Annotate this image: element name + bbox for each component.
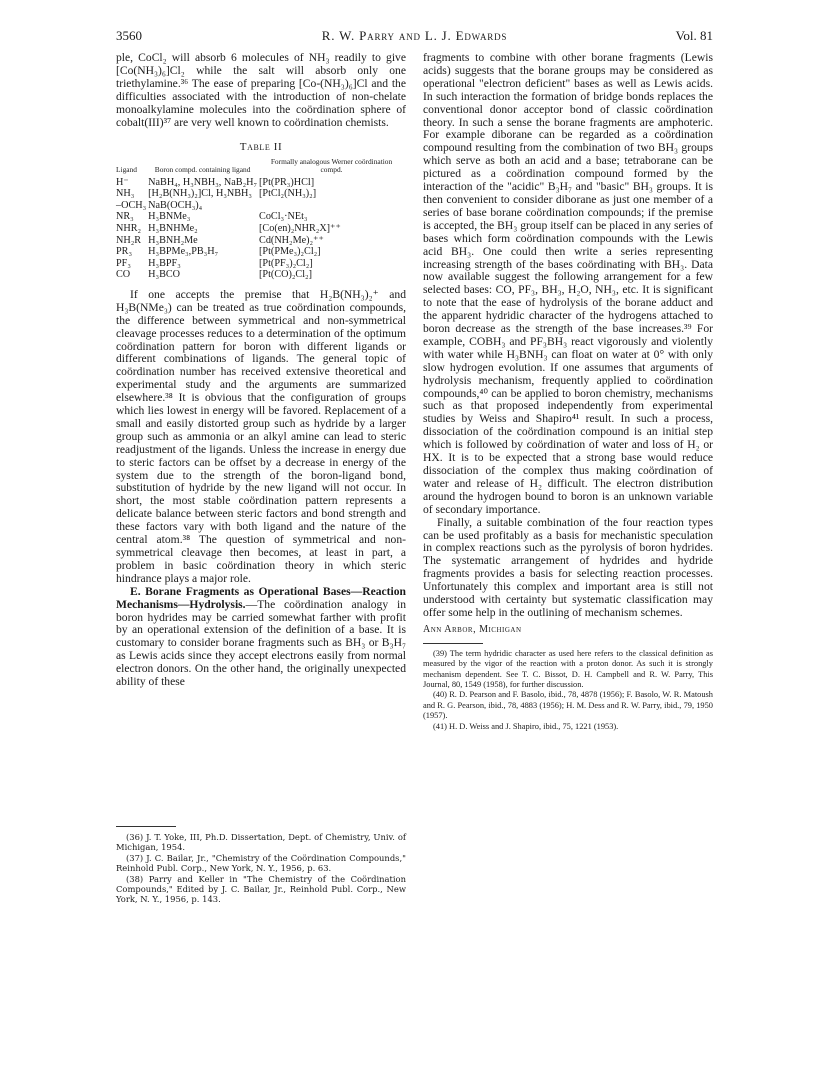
table-cell: NHR₂ bbox=[116, 222, 142, 234]
table-cell: CoCl₃·NEt₃ bbox=[259, 211, 308, 223]
table-cell: [Pt(PR₃)HCl] bbox=[259, 176, 315, 188]
table-cell: H₃BCO bbox=[148, 269, 181, 281]
right-paragraph-1: fragments to combine with other borane fragments (Lewis acids) suggests that the borane groups may be considered as operational "electron deficient" bases as well as Lewis acids. In such interaction the formation of bridge bonds replaces the conventional donor acceptor bond of classic coördination theory. In such a sense the borane fragments are amphoteric. For example diborane can be regarded as a coördination compound resulting from the combination of two BH₃ groups which serve as both an acid and a base; tetraborane can be pictured as a coördination compound formed by the interaction of the "acidic" B₃H₇ and "basic" BH₃ groups. It is then convenient to consider diborane as just one member of a series of base borane coördination compounds; if the premise is accepted, the BH₃ group itself can be placed in any series of bases which form coördination compounds with the Lewis acid BH₃. One could then write a series representing increasing strength of the bases coördinating with BH₃. Data now available suggest the following arrangement for a few selected bases: CO, PF₃, BH₃, H₂O, NH₃, etc. It is significant to note that the ease of hydrolysis of the borane adduct and the apparent hydridic character of the hydrogens attached to boron decrease as the strength of the base increases.³⁹ For example, COBH₃ and PF₃BH₃ react vigorously and violently with water while H₃BNH₃ can float on water at 0° with only slow hydrogen evolution. If one assumes that arguments of hydrolysis mechanism, frequently applied to coördination compounds,⁴⁰ can be applied to boron chemistry, mechanisms such as that proposed independently from experimental studies by Weiss and Shapiro⁴¹ result. In such a process, dissociation of the coördination compound is an initial step which is followed by coördination of water and loss of H₂ or HX. It is to be expected that a strong base would reduce dissociation of the complex thus making coördination of water and release of H₂ difficult. The electron distribution around the hydrogen bound to boron is an unknown variable of secondary importance. bbox=[423, 51, 713, 516]
table-row bbox=[116, 246, 406, 258]
table-header-ligand: Ligand bbox=[116, 164, 137, 174]
table-ii bbox=[116, 158, 406, 281]
table-cell: [Pt(PF₃)₂Cl₂] bbox=[259, 257, 313, 269]
footnote-39: (39) The term hydridic character as used here refers to the classical definition as measured by the vigor of the reaction with a proton donor. As such it is strongly mechanism dependent. See T. C. Bissot, D. H. Campbell and R. W. Parry, This Journal, 80, 1549 (1958), for further discussion. bbox=[423, 648, 713, 689]
running-title: R. W. Parry and L. J. Edwards bbox=[321, 28, 508, 43]
table-row bbox=[116, 200, 406, 212]
table-cell: [Pt(CO)₂Cl₂] bbox=[259, 269, 312, 281]
left-paragraph-3 bbox=[116, 586, 406, 689]
table-header-row bbox=[116, 158, 406, 176]
running-header bbox=[116, 28, 713, 48]
table-cell: PR₃ bbox=[116, 246, 133, 258]
table-cell: NR₃ bbox=[116, 211, 134, 223]
table-cell: H₃BNMe₃ bbox=[148, 211, 191, 223]
footnote-40: (40) R. D. Pearson and F. Basolo, ibid., 78, 4878 (1956); F. Basolo, W. R. Matoush and R. G. Pearson, ibid., 78, 4883 (1956); H. M. Dess and R. W. Parry, ibid., 79, 1950 (1957). bbox=[423, 690, 713, 721]
table-caption: Table II bbox=[239, 141, 283, 154]
table-cell: H₃BNH₂Me bbox=[148, 234, 198, 246]
left-paragraph-2: If one accepts the premise that H₂B(NH₃)₂⁺ and H₃B(NMe₃) can be treated as true coördination compounds, the difference between symmetrical and non-symmetrical cleavage processes reduces to a determination of the optimum coördination pattern for boron with different ligands or different combinations of ligands. The general topic of coördination number has received extensive theoretical and experimental study and the arguments are summarized elsewhere.³⁸ It is obvious that the configuration of groups which lies lowest in energy will be favored. Replacement of a small and easily distorted group such as hydride by a larger group such as ammonia or an alkyl amine can lead to steric readjustment of the ligands. Unless the increase in energy due to steric factors can be offset by a decrease in energy of the system due to the strength of the boron-ligand bond, substitution of hydride by the new ligand will not occur. In short, the most stable coördination pattern represents a delicate balance between steric factors and bond strength and these factors vary with both ligand and the nature of the central atom.³⁸ The question of symmetrical and non-symmetrical cleavage then becomes, at least in part, a problem in basic coördination theory in which steric hindrance plays a major role. bbox=[116, 287, 406, 585]
table-row bbox=[116, 223, 406, 235]
table-row bbox=[116, 188, 406, 200]
left-paragraph-1: ple, CoCl₂ will absorb 6 molecules of NH₃ readily to give [Co(NH₃)₆]Cl₂ while the salt will absorb only one triethylamine.³⁶ The ease of preparing [Co-(NH₃)₆]Cl and the difficulties associated with the introduction of non-chelate monoalkylamine molecules into the coördination sphere of cobalt(III)³⁷ are very well known to coördination chemists. bbox=[116, 51, 406, 129]
table-cell: [H₂B(NH₃)₂]Cl, H₃NBH₃ bbox=[148, 188, 252, 200]
table-cell: H₃BNHMe₂ bbox=[148, 222, 198, 234]
right-footnotes bbox=[423, 649, 713, 732]
footnote-rule bbox=[423, 643, 483, 644]
table-cell: NH₂R bbox=[116, 234, 142, 246]
table-row bbox=[116, 269, 406, 281]
left-footnotes bbox=[116, 820, 406, 905]
volume-label: Vol. 81 bbox=[675, 28, 713, 43]
table-cell: NH₃ bbox=[116, 188, 135, 200]
footnote-37: (37) J. C. Bailar, Jr., "Chemistry of the Coördination Compounds," Reinhold Publ. Corp., New York, N. Y., 1956, p. 63. bbox=[116, 852, 406, 874]
table-cell: –OCH₃ bbox=[116, 199, 147, 211]
table-cell: NaB(OCH₃)₄ bbox=[148, 199, 203, 211]
right-paragraph-2: Finally, a suitable combination of the four reaction types can be used profitably as a basis for mechanistic speculation in complex reactions such as the pyrolysis of boron hydrides. The systematic arrangement of hydrides and hydride fragments provides a basis for selecting reaction processes. Unfortunately this complex and important area is still not understood with certainty but systematic classification may offer some help in the outlining of mechanism schemes. bbox=[423, 515, 713, 619]
table-header-werner: Formally analogous Werner coördination compd. bbox=[270, 157, 393, 174]
table-header-boron: Boron compd. containing ligand bbox=[154, 164, 251, 174]
section-text: —The coördination analogy in boron hydrides may be carried somewhat farther with profit by an operational extension of the definition of a base. It is customary to consider borane fragments such as BH₃ or B₃H₇ as Lewis acids since they accept electrons easily from normal electron donors. On the other hand, the originally unexpected ability of these bbox=[116, 597, 406, 689]
table-cell: [Co(en)₂NHR₂X]⁺⁺ bbox=[259, 222, 341, 234]
table-cell: Cd(NH₂Me)₂⁺⁺ bbox=[259, 234, 324, 246]
footnote-rule bbox=[116, 826, 176, 827]
right-column bbox=[423, 52, 713, 732]
footnote-38: (38) Parry and Keller in "The Chemistry of the Coördination Compounds," Edited by J. C. Bailar, Jr., Reinhold Publ. Corp., New York, N. Y., 1956, p. 143. bbox=[116, 873, 406, 905]
table-cell: PF₃ bbox=[116, 257, 131, 269]
footnote-41: (41) H. D. Weiss and J. Shapiro, ibid., 75, 1221 (1953). bbox=[433, 721, 619, 731]
table-row bbox=[116, 177, 406, 189]
table-cell bbox=[259, 200, 406, 212]
table-cell: H⁻ bbox=[116, 176, 129, 188]
author-address: Ann Arbor, Michigan bbox=[423, 623, 522, 635]
table-cell: H₃BPF₃ bbox=[148, 257, 181, 269]
table-row bbox=[116, 235, 406, 247]
page-number: 3560 bbox=[116, 28, 142, 43]
table-cell: H₃BPMe₃,PB₃H₇ bbox=[148, 246, 219, 258]
table-cell: [Pt(PMe₃)₂Cl₂] bbox=[259, 246, 321, 258]
footnote-36: (36) J. T. Yoke, III, Ph.D. Dissertation, Dept. of Chemistry, Univ. of Michigan, 1954. bbox=[116, 832, 406, 853]
table-cell: [PtCl₂(NH₃)₂] bbox=[259, 188, 317, 200]
table-row bbox=[116, 211, 406, 223]
table-cell: CO bbox=[116, 269, 131, 281]
table-row bbox=[116, 258, 406, 270]
table-cell: NaBH₄, H₃NBH₃, NaB₂H₇ bbox=[148, 176, 258, 188]
left-column bbox=[116, 52, 406, 689]
section-heading: E. Borane Fragments as Operational Bases—Reaction Mechanisms—Hydrolysis. bbox=[116, 584, 406, 611]
